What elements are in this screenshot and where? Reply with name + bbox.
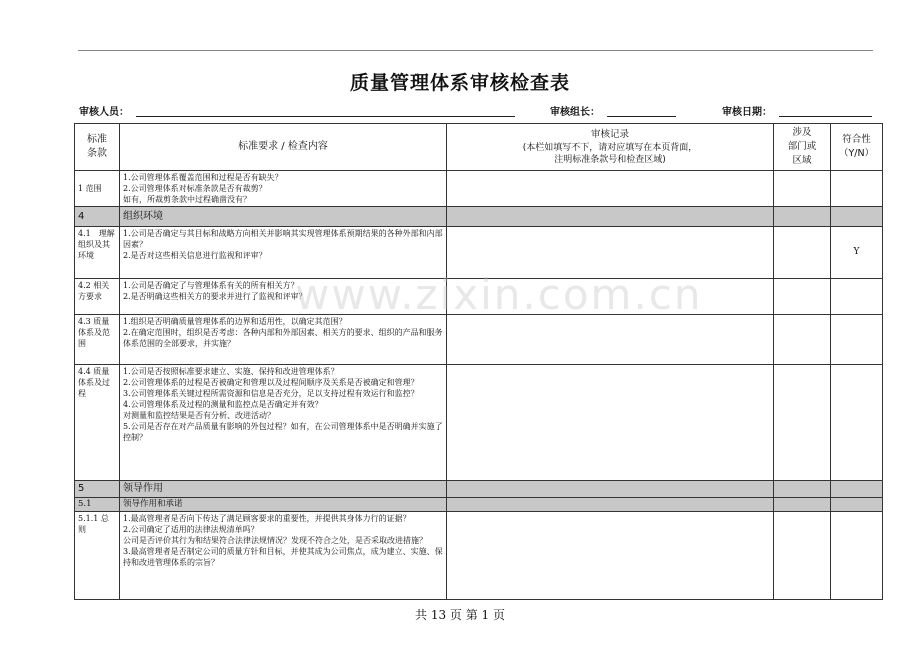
page-footer: 共 13 页 第 1 页 <box>415 608 505 622</box>
header-rule <box>78 50 873 51</box>
clause-cell: 4.1 理解组织及其环境 <box>75 227 120 279</box>
conformity-cell[interactable] <box>831 171 883 207</box>
section-title: 组织环境 <box>120 207 447 227</box>
requirement-cell: 1.公司管理体系覆盖范围和过程是否有缺失？ 2.公司管理体系对标准条款是否有裁剪？ 如有，所裁剪条款中过程确凿没有？ <box>120 171 447 207</box>
auditor-label: 审核人员： <box>79 107 129 118</box>
table-row <box>75 227 883 279</box>
area-cell[interactable] <box>774 279 831 315</box>
table-row <box>75 279 883 315</box>
record-cell[interactable] <box>447 171 774 207</box>
clause-cell: 4.4 质量体系及过程 <box>75 365 120 481</box>
clause-cell: 1 范围 <box>75 171 120 207</box>
subsection-title: 领导作用和承诺 <box>120 498 447 512</box>
area-cell[interactable] <box>774 512 831 600</box>
audit-checklist-table <box>74 123 883 600</box>
section-number: 5 <box>75 481 120 498</box>
clause-cell: 5.1.1 总则 <box>75 512 120 600</box>
col-clause-header: 标准 条款 <box>75 124 120 171</box>
section-row <box>75 481 883 498</box>
table-header-row <box>75 124 883 171</box>
conformity-cell[interactable] <box>831 365 883 481</box>
requirement-cell: 1.组织是否明确质量管理体系的边界和适用性，以确定其范围？ 2.在确定范围时，组织是否考虑：各种内部和外部因素、相关方的要求、组织的产品和服务体系范围的全部要求，并实施？ <box>120 315 447 365</box>
col-conformity-header: 符合性 （Y/N） <box>831 124 883 171</box>
section-title: 领导作用 <box>120 481 447 498</box>
section-row <box>75 207 883 227</box>
table-row <box>75 365 883 481</box>
table-row <box>75 315 883 365</box>
conformity-cell[interactable] <box>831 512 883 600</box>
requirement-cell: 1.最高管理者是否向下传达了满足顾客要求的重要性，并提供其身体力行的证据？ 2.公司确定了适用的法律法规清单吗？ 公司是否评价其行为和结果符合法律法规情况？发现不符合之处，是否采取改进措施？ 3.最高管理者是否制定公司的质量方针和目标，并使其成为公司焦点，成为建立、实施、保持和改进管理体系的宗旨？ <box>120 512 447 600</box>
requirement-cell: 1.公司是否确定与其目标和战略方向相关并影响其实现管理体系预期结果的各种外部和内部因素？ 2.是否对这些相关信息进行监视和评审？ <box>120 227 447 279</box>
table-row <box>75 171 883 207</box>
leader-field[interactable] <box>607 116 676 117</box>
watermark: www.zixin.com.cn <box>295 270 703 319</box>
record-cell[interactable] <box>447 512 774 600</box>
page-title: 质量管理体系审核检查表 <box>349 72 570 94</box>
col-requirement-header: 标准要求 / 检查内容 <box>120 124 447 171</box>
subsection-row <box>75 498 883 512</box>
clause-cell: 4.2 相关方要求 <box>75 279 120 315</box>
conformity-cell[interactable] <box>831 315 883 365</box>
col-record-header: 审核记录 (本栏如填写不下，请对应填写在本页背面， 注明标准条款号和检查区域) <box>447 124 774 171</box>
subsection-number: 5.1 <box>75 498 120 512</box>
record-cell[interactable] <box>447 279 774 315</box>
area-cell[interactable] <box>774 365 831 481</box>
requirement-cell: 1.公司是否确定了与管理体系有关的所有相关方？ 2.是否明确这些相关方的要求并进行了监视和评审？ <box>120 279 447 315</box>
area-cell[interactable] <box>774 227 831 279</box>
record-cell[interactable] <box>447 227 774 279</box>
auditor-field[interactable] <box>136 116 515 117</box>
col-area-header: 涉及 部门或 区域 <box>774 124 831 171</box>
table-row <box>75 512 883 600</box>
area-cell[interactable] <box>774 171 831 207</box>
conformity-cell[interactable] <box>831 279 883 315</box>
conformity-cell[interactable]: Y <box>831 227 883 279</box>
requirement-cell: 1.公司是否按照标准要求建立、实施、保持和改进管理体系？ 2.公司管理体系的过程是否被确定和管理以及过程间顺序及关系是否被确定和管理？ 3.公司管理体系关键过程所需资源和信息是否充分，足以支持过程有效运行和监控？ 4.公司管理体系及过程的测量和监控点是否确定并有效？ 对测量和监控结果是否有分析、改进活动？ 5.公司是否存在对产品质量有影响的外包过程？如有，在公司管理体系中是否明确并实施了控制？ <box>120 365 447 481</box>
date-field[interactable] <box>779 116 872 117</box>
date-label: 审核日期： <box>722 107 772 118</box>
leader-label: 审核组长： <box>550 107 600 118</box>
record-cell[interactable] <box>447 315 774 365</box>
section-number: 4 <box>75 207 120 227</box>
record-cell[interactable] <box>447 365 774 481</box>
clause-cell: 4.3 质量体系及范围 <box>75 315 120 365</box>
area-cell[interactable] <box>774 315 831 365</box>
